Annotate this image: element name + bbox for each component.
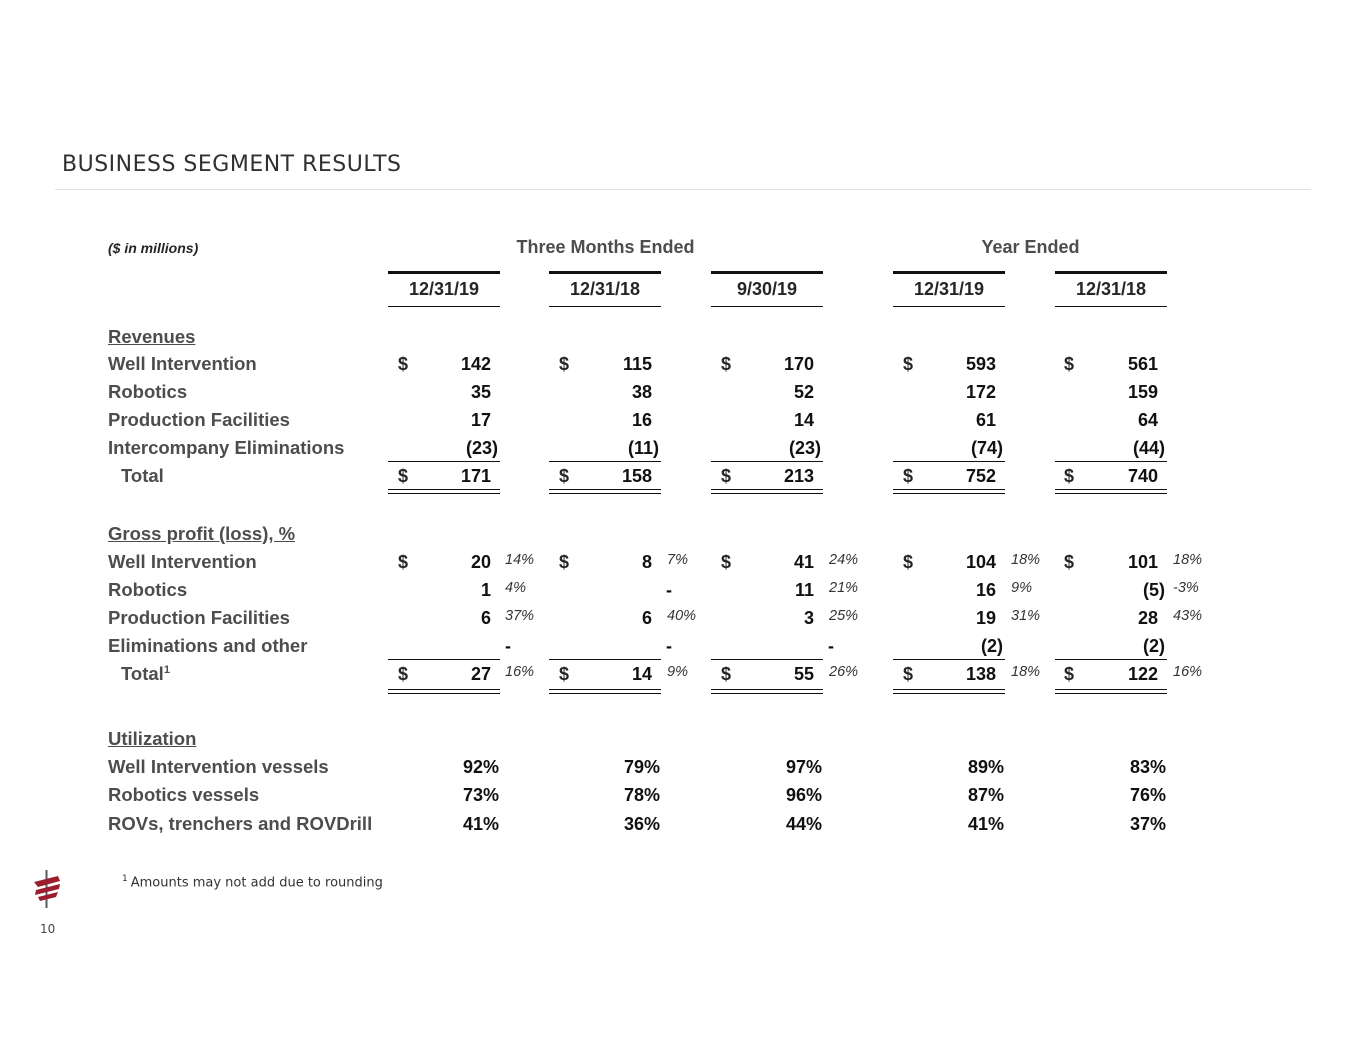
total-double-rule xyxy=(388,493,500,494)
page-number: 10 xyxy=(40,922,56,936)
cell-value: 740 xyxy=(1127,466,1158,486)
subtotal-rule xyxy=(893,659,1005,660)
cell-value: 14 xyxy=(793,410,814,430)
row-label-text: Eliminations and other xyxy=(108,635,308,656)
utilization-heading: Utilization xyxy=(108,728,197,749)
cell-value: 104 xyxy=(965,552,996,572)
cell-value: 11 xyxy=(794,580,814,600)
cell-value: 79% xyxy=(623,757,660,777)
gross_profit-row-label xyxy=(108,607,290,629)
total-double-rule xyxy=(711,689,823,690)
revenues-row-label xyxy=(108,409,290,431)
utilization-row-label xyxy=(108,756,329,778)
column-header: 12/31/18 xyxy=(569,279,641,299)
cell-value: 28 xyxy=(1137,608,1158,628)
cell-value: 170 xyxy=(783,354,814,374)
row-label-text: Well Intervention xyxy=(108,353,257,374)
column-header-underline xyxy=(549,306,661,307)
company-logo-icon xyxy=(30,870,64,908)
cell-value: 16 xyxy=(975,580,996,600)
total-double-rule xyxy=(893,689,1005,690)
cell-value: 76% xyxy=(1129,785,1166,805)
subtotal-rule xyxy=(1055,659,1167,660)
subtotal-rule xyxy=(388,461,500,462)
cell-value: 64 xyxy=(1137,410,1158,430)
group-header-three-months: Three Months Ended xyxy=(516,237,695,257)
margin-percent: 43% xyxy=(1173,608,1203,624)
total-double-rule xyxy=(893,693,1005,694)
cell-value: (2) xyxy=(1143,636,1165,656)
cell-value: 6 xyxy=(480,608,491,628)
currency-symbol: $ xyxy=(721,552,732,572)
row-label-text: Robotics vessels xyxy=(108,784,260,805)
gross_profit-heading: Gross profit (loss), % xyxy=(108,523,296,544)
cell-value: 27 xyxy=(470,664,491,684)
currency-symbol: $ xyxy=(398,354,409,374)
cell-value: (23) xyxy=(788,438,821,458)
row-label-text: ROVs, trenchers and ROVDrill xyxy=(108,813,373,834)
total-double-rule xyxy=(711,489,823,490)
cell-value: 158 xyxy=(621,466,652,486)
gross_profit-row-label xyxy=(108,551,257,573)
margin-percent: 18% xyxy=(1011,552,1041,568)
column-header-underline xyxy=(388,306,500,307)
column-header-underline xyxy=(1055,306,1167,307)
cell-value: 172 xyxy=(965,382,996,402)
margin-percent: 26% xyxy=(829,664,859,680)
total-double-rule xyxy=(388,489,500,490)
margin-percent: 7% xyxy=(667,552,688,568)
total-double-rule xyxy=(1055,689,1167,690)
cell-value: - xyxy=(666,580,672,600)
total-double-rule xyxy=(549,689,661,690)
total-double-rule xyxy=(549,489,661,490)
gross_profit-row-label xyxy=(108,635,307,657)
cell-value: (5) xyxy=(1143,580,1165,600)
group-header-year-ended: Year Ended xyxy=(981,237,1080,257)
row-label-text: Well Intervention xyxy=(108,551,257,572)
cell-value: - xyxy=(666,636,672,656)
revenues-heading: Revenues xyxy=(108,326,196,347)
total-double-rule xyxy=(1055,493,1167,494)
total-double-rule xyxy=(388,689,500,690)
currency-symbol: $ xyxy=(559,552,570,572)
subtotal-rule xyxy=(893,461,1005,462)
margin-percent: 18% xyxy=(1011,664,1041,680)
cell-value: 20 xyxy=(470,552,491,572)
margin-percent: 16% xyxy=(505,664,535,680)
cell-value: 41% xyxy=(462,814,499,834)
title-divider xyxy=(55,189,1311,190)
margin-percent: 31% xyxy=(1011,608,1041,624)
gross_profit-row-label xyxy=(121,663,170,685)
currency-symbol: $ xyxy=(903,466,914,486)
currency-symbol: $ xyxy=(559,664,570,684)
total-double-rule xyxy=(549,693,661,694)
cell-value: 38 xyxy=(631,382,652,402)
row-label-text: Well Intervention vessels xyxy=(108,756,329,777)
column-top-rule xyxy=(388,271,500,274)
total-double-rule xyxy=(1055,489,1167,490)
cell-value: 36% xyxy=(623,814,660,834)
currency-symbol: $ xyxy=(903,664,914,684)
currency-symbol: $ xyxy=(1064,552,1075,572)
cell-value: 87% xyxy=(967,785,1004,805)
total-double-rule xyxy=(711,693,823,694)
total-double-rule xyxy=(893,493,1005,494)
margin-percent: 37% xyxy=(505,608,535,624)
cell-value: - xyxy=(505,636,511,656)
currency-symbol: $ xyxy=(559,466,570,486)
row-label-text: Intercompany Eliminations xyxy=(108,437,345,458)
margin-percent: 14% xyxy=(505,552,535,568)
margin-percent: 40% xyxy=(667,608,697,624)
cell-value: 89% xyxy=(967,757,1004,777)
cell-value: 97% xyxy=(785,757,822,777)
cell-value: - xyxy=(828,636,834,656)
cell-value: 83% xyxy=(1129,757,1166,777)
margin-percent: 21% xyxy=(829,580,859,596)
total-double-rule xyxy=(1055,693,1167,694)
row-label-text: Robotics xyxy=(108,579,188,600)
cell-value: 78% xyxy=(623,785,660,805)
subtotal-rule xyxy=(711,461,823,462)
revenues-row-label xyxy=(108,437,344,459)
currency-symbol: $ xyxy=(721,664,732,684)
units-note: ($ in millions) xyxy=(108,240,199,256)
subtotal-rule xyxy=(1055,461,1167,462)
gross_profit-row-label xyxy=(108,579,187,601)
cell-value: 92% xyxy=(462,757,499,777)
currency-symbol: $ xyxy=(1064,354,1075,374)
column-header-underline xyxy=(893,306,1005,307)
total-double-rule xyxy=(711,493,823,494)
cell-value: (23) xyxy=(465,438,498,458)
row-label-text: Total xyxy=(121,663,164,684)
margin-percent: 4% xyxy=(505,580,526,596)
cell-value: 561 xyxy=(1127,354,1158,374)
currency-symbol: $ xyxy=(398,466,409,486)
cell-value: (74) xyxy=(970,438,1003,458)
cell-value: (2) xyxy=(981,636,1003,656)
column-top-rule xyxy=(549,271,661,274)
column-top-rule xyxy=(1055,271,1167,274)
subtotal-rule xyxy=(549,461,661,462)
cell-value: 52 xyxy=(793,382,814,402)
column-top-rule xyxy=(893,271,1005,274)
revenues-row-label xyxy=(108,353,257,375)
cell-value: 122 xyxy=(1127,664,1158,684)
cell-value: (44) xyxy=(1132,438,1165,458)
column-header: 9/30/19 xyxy=(736,279,798,299)
cell-value: 17 xyxy=(470,410,491,430)
column-header-underline xyxy=(711,306,823,307)
subtotal-rule xyxy=(388,659,500,660)
column-top-rule xyxy=(711,271,823,274)
currency-symbol: $ xyxy=(1064,664,1075,684)
cell-value: 96% xyxy=(785,785,822,805)
utilization-row-label xyxy=(108,813,372,835)
cell-value: 3 xyxy=(803,608,814,628)
cell-value: 101 xyxy=(1127,552,1158,572)
cell-value: 8 xyxy=(641,552,652,572)
currency-symbol: $ xyxy=(903,354,914,374)
currency-symbol: $ xyxy=(559,354,570,374)
cell-value: 6 xyxy=(641,608,652,628)
margin-percent: 9% xyxy=(1011,580,1032,596)
footnote-ref-marker: 1 xyxy=(163,663,170,676)
margin-percent: 18% xyxy=(1173,552,1203,568)
cell-value: 213 xyxy=(783,466,814,486)
cell-value: 1 xyxy=(480,580,491,600)
cell-value: 14 xyxy=(631,664,652,684)
margin-percent: -3% xyxy=(1173,580,1199,596)
page-title: BUSINESS SEGMENT RESULTS xyxy=(62,152,402,177)
cell-value: 159 xyxy=(1127,382,1158,402)
cell-value: 37% xyxy=(1129,814,1166,834)
cell-value: 593 xyxy=(965,354,996,374)
cell-value: (11) xyxy=(627,438,659,458)
footnote-text: Amounts may not add due to rounding xyxy=(130,875,383,891)
column-header: 12/31/19 xyxy=(408,279,480,299)
currency-symbol: $ xyxy=(721,466,732,486)
cell-value: 35 xyxy=(470,382,491,402)
currency-symbol: $ xyxy=(721,354,732,374)
cell-value: 142 xyxy=(460,354,491,374)
subtotal-rule xyxy=(549,659,661,660)
cell-value: 115 xyxy=(622,354,652,374)
margin-percent: 25% xyxy=(829,608,859,624)
total-double-rule xyxy=(549,493,661,494)
subtotal-rule xyxy=(711,659,823,660)
column-header: 12/31/19 xyxy=(913,279,985,299)
cell-value: 171 xyxy=(460,466,491,486)
cell-value: 44% xyxy=(785,814,822,834)
cell-value: 19 xyxy=(975,608,996,628)
cell-value: 752 xyxy=(965,466,996,486)
cell-value: 138 xyxy=(965,664,996,684)
total-double-rule xyxy=(893,489,1005,490)
currency-symbol: $ xyxy=(903,552,914,572)
currency-symbol: $ xyxy=(1064,466,1075,486)
footnote-marker: 1 xyxy=(122,874,128,884)
currency-symbol: $ xyxy=(398,552,409,572)
column-header: 12/31/18 xyxy=(1075,279,1147,299)
cell-value: 61 xyxy=(975,410,996,430)
utilization-row-label xyxy=(108,784,259,806)
cell-value: 73% xyxy=(462,785,499,805)
margin-percent: 24% xyxy=(829,552,859,568)
revenues-row-label xyxy=(108,381,187,403)
total-double-rule xyxy=(388,693,500,694)
revenues-row-label xyxy=(121,465,164,487)
currency-symbol: $ xyxy=(398,664,409,684)
cell-value: 41% xyxy=(967,814,1004,834)
cell-value: 16 xyxy=(631,410,652,430)
row-label-text: Total xyxy=(121,465,164,486)
row-label-text: Production Facilities xyxy=(108,409,290,430)
cell-value: 55 xyxy=(793,664,814,684)
margin-percent: 16% xyxy=(1173,664,1203,680)
row-label-text: Robotics xyxy=(108,381,188,402)
footnote xyxy=(122,874,383,890)
margin-percent: 9% xyxy=(667,664,688,680)
row-label-text: Production Facilities xyxy=(108,607,290,628)
cell-value: 41 xyxy=(793,552,814,572)
